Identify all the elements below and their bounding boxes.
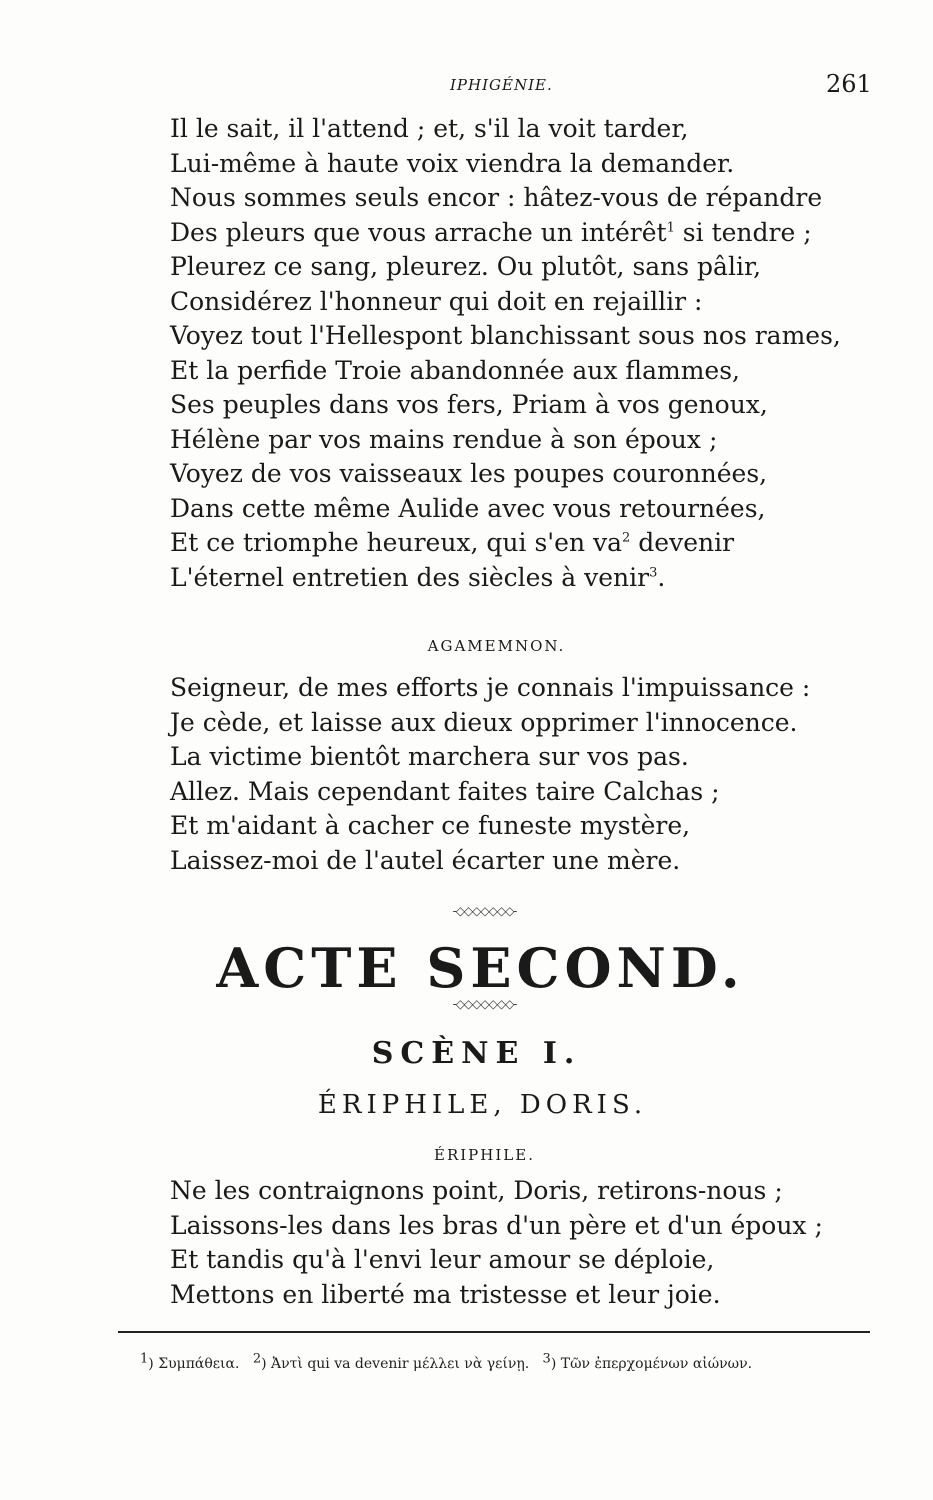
verse-line: Nous sommes seuls encor : hâtez-vous de répandre: [170, 183, 823, 212]
running-head: [0, 70, 933, 106]
verse-line: Ses peuples dans vos fers, Priam à vos genoux,: [170, 390, 768, 419]
verse-text: .: [657, 562, 666, 592]
verse-text: Et ce triomphe heureux, qui s'en va: [170, 528, 623, 557]
ornament-divider: -◇◇◇◇◇◇◇-: [452, 997, 517, 1011]
verse-line: [170, 216, 870, 251]
footnote-mark: 1: [140, 1351, 149, 1367]
verse-line: Et la perfide Troie abandonnée aux flammes,: [170, 355, 740, 385]
footnote-ref: 3: [649, 565, 658, 581]
page-number: 261: [826, 70, 872, 98]
verse-line: Laissons-les dans les bras d'un père et d'un époux ;: [170, 1210, 823, 1240]
verse-line: Laissez-moi de l'autel écarter une mère.: [170, 845, 681, 875]
footnotes: $^1$) Συμπάθεια. $^2$) Ἀντὶ qui va devenir μέλλει νὰ γείνῃ. $^3$) Τῶν ἐπερχομένων αἰώνων.: [140, 1351, 753, 1372]
verse-block-2: [170, 671, 870, 878]
verse-line: Seigneur, de mes efforts je connais l'impuissance :: [170, 673, 811, 702]
ornament-divider: -◇◇◇◇◇◇◇-: [452, 904, 517, 918]
verse-line: Voyez tout l'Hellespont blanchissant sous nos rames,: [170, 321, 841, 350]
verse-text: si tendre ;: [674, 217, 812, 247]
verse-block-3: [170, 1174, 870, 1312]
verse-line: [170, 526, 870, 561]
verse-line: Voyez de vos vaisseaux les poupes couronnées,: [170, 459, 768, 488]
scene-title: SCÈNE I.: [371, 1036, 582, 1071]
verse-text: devenir: [630, 528, 735, 557]
footnote-text: Τῶν ἐπερχομένων αἰώνων.: [560, 1356, 753, 1372]
footnote-rule: [118, 1331, 870, 1333]
verse-block-1: [170, 112, 870, 595]
speaker-eriphile: ÉRIPHILE.: [434, 1146, 535, 1164]
footnote-ref: 1: [666, 220, 675, 236]
verse-text: Des pleurs que vous arrache un intérêt: [170, 217, 667, 247]
verse-line: Et tandis qu'à l'envi leur amour se déploie,: [170, 1245, 715, 1274]
verse-line: Lui-même à haute voix viendra la demander.: [170, 148, 735, 178]
verse-line: Dans cette même Aulide avec vous retournées,: [170, 493, 766, 523]
footnote-text: Ἀντὶ qui va devenir μέλλει νὰ γείνῃ.: [271, 1356, 530, 1372]
verse-line: [170, 561, 870, 596]
verse-line: Il le sait, il l'attend ; et, s'il la voit tarder,: [170, 114, 689, 143]
verse-line: Pleurez ce sang, pleurez. Ou plutôt, sans pâlir,: [170, 252, 762, 281]
verse-line: Allez. Mais cependant faites taire Calchas ;: [170, 776, 720, 806]
footnote-ref: 2: [622, 530, 631, 546]
verse-line: Ne les contraignons point, Doris, retirons-nous ;: [170, 1176, 783, 1205]
verse-line: Mettons en liberté ma tristesse et leur joie.: [170, 1279, 721, 1309]
footnote-mark: 3: [542, 1351, 551, 1367]
footnote-text: Συμπάθεια.: [158, 1356, 240, 1372]
verse-text: L'éternel entretien des siècles à venir: [170, 562, 650, 592]
footnote-mark: 2: [252, 1351, 262, 1367]
verse-line: La victime bientôt marchera sur vos pas.: [170, 742, 689, 771]
verse-line: Hélène par vos mains rendue à son époux ;: [170, 424, 718, 454]
act-title: ACTE SECOND.: [216, 936, 745, 1000]
running-title: IPHIGÉNIE.: [450, 76, 553, 94]
verse-line: Je cède, et laisse aux dieux opprimer l'innocence.: [170, 707, 798, 737]
verse-line: Et m'aidant à cacher ce funeste mystère,: [170, 811, 691, 840]
speaker-agamemnon: AGAMEMNON.: [427, 637, 566, 655]
scene-characters: ÉRIPHILE, DORIS.: [317, 1090, 648, 1120]
verse-line: Considérez l'honneur qui doit en rejaillir :: [170, 286, 703, 316]
